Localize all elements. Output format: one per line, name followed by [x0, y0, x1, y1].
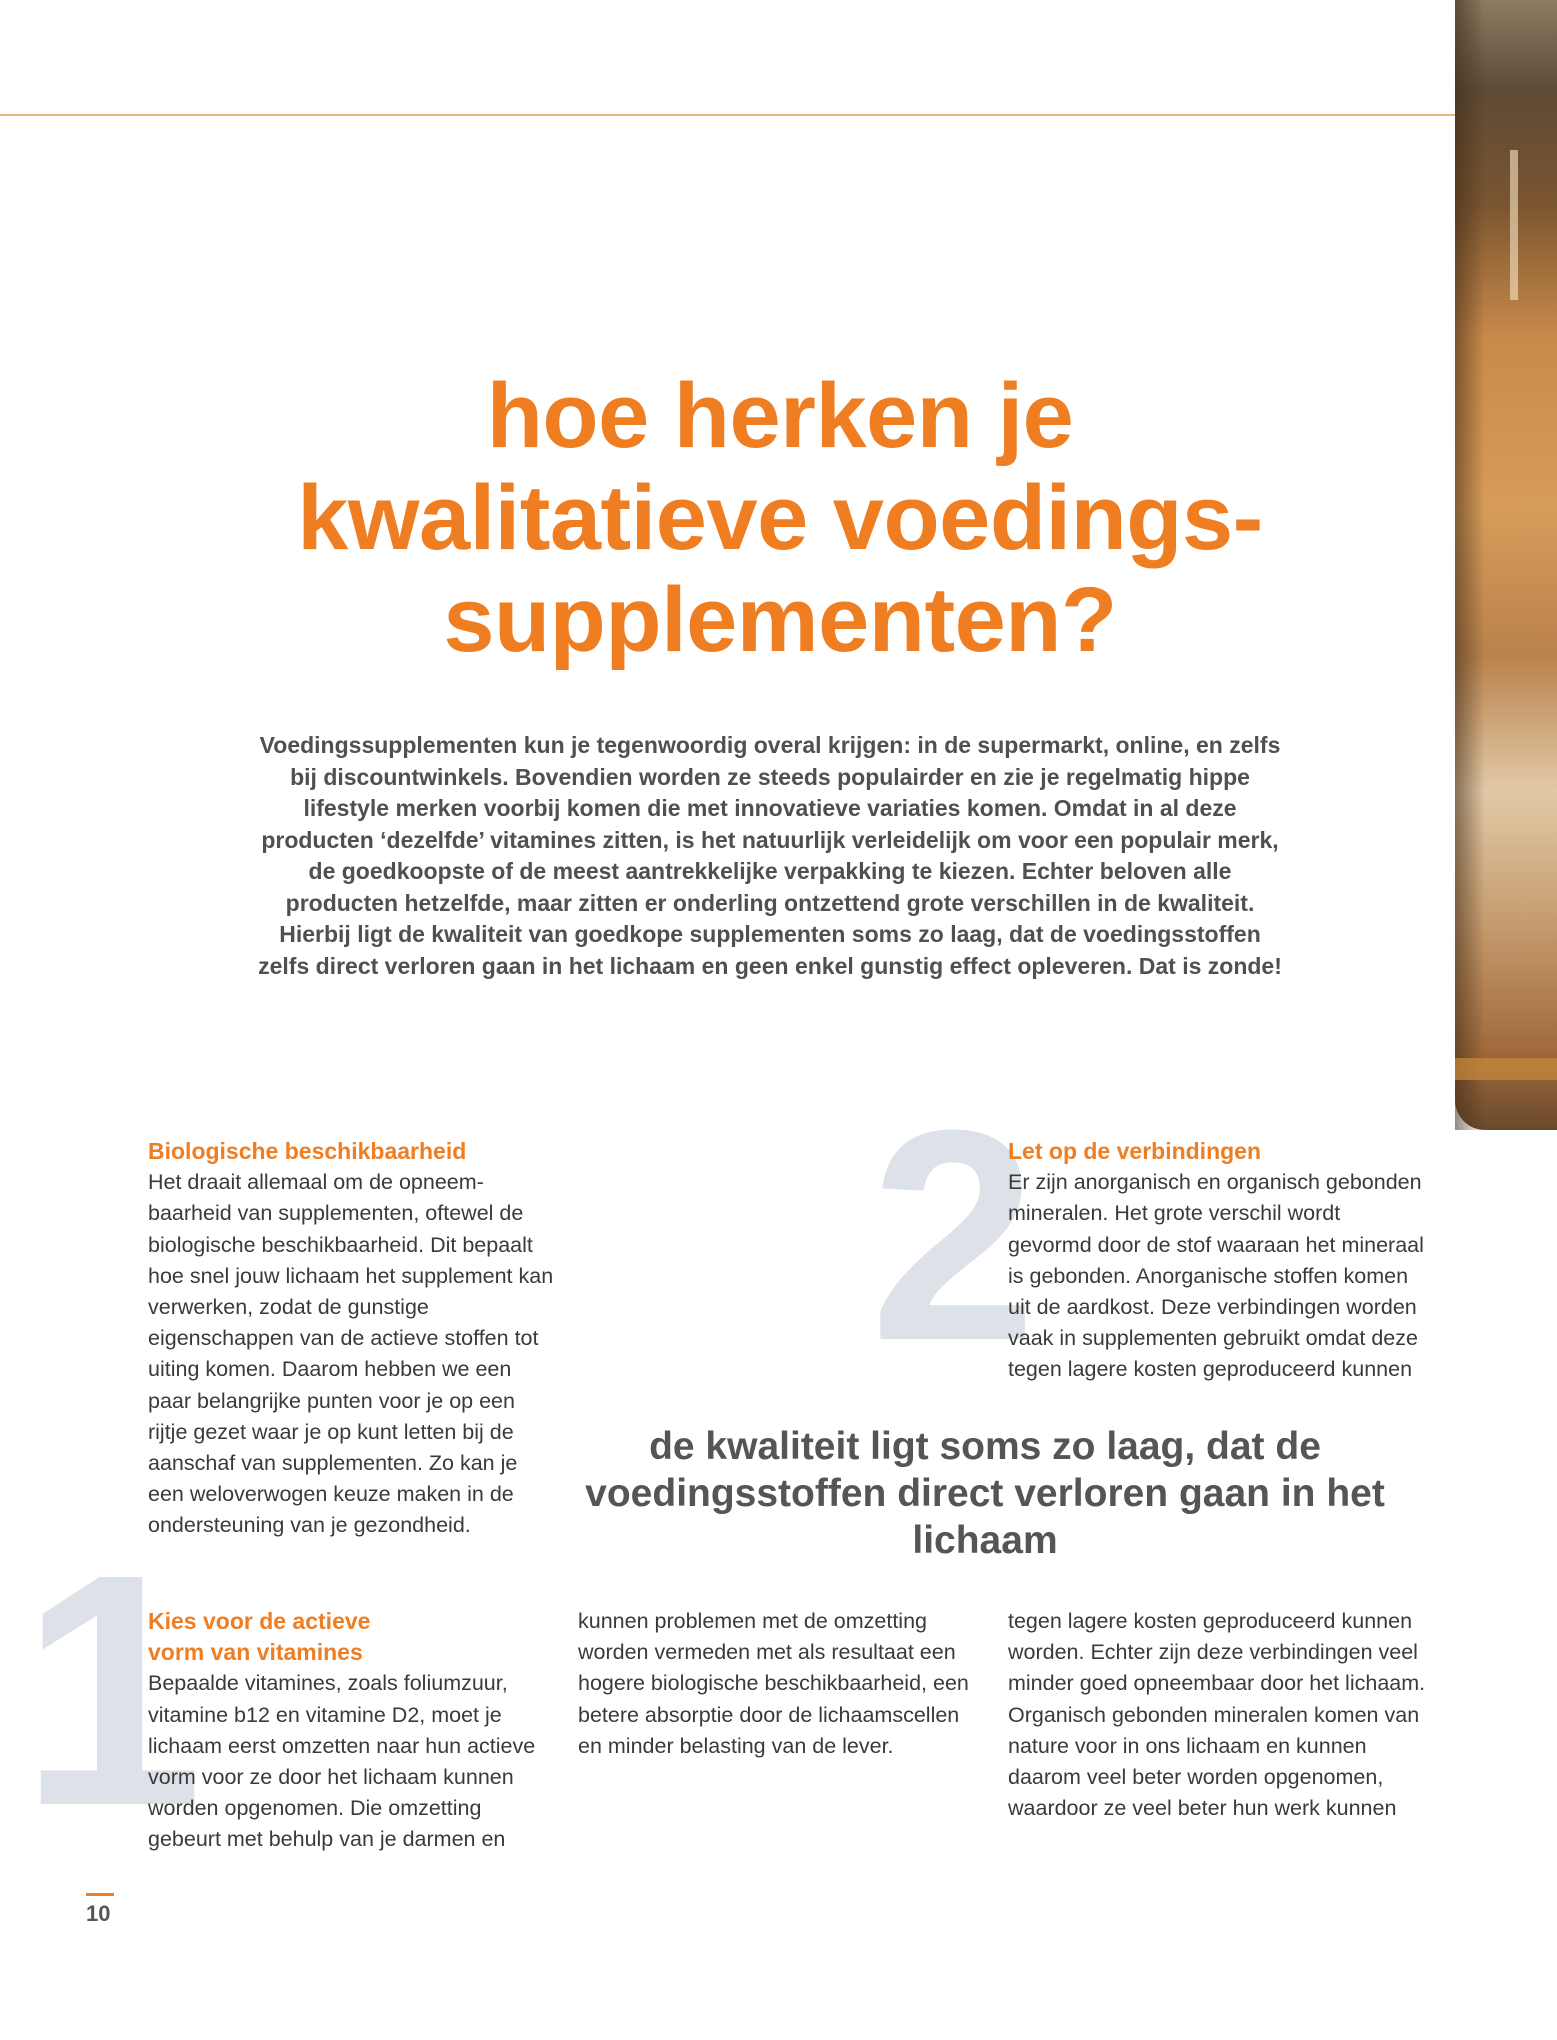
photo-light-beam: [1510, 150, 1518, 300]
section-bio-body: Het draait allemaal om de opneembaarheid van supplementen, oftewel de biologische beschikbaarheid. Dit bepaalt hoe snel jouw lichaam het supplement kan verwerken, zodat de gunstige eigenschappen van de actieve stoffen tot uiting komen. Daarom hebben we een paar belangrijke punten voor je op een rijtje gezet waar je op kunt letten bij de aanschaf van supplementen. Zo kan je een weloverwogen keuze maken in de ondersteuning van je gezondheid.: [148, 1170, 554, 1538]
page-number-mark: [86, 1893, 114, 1896]
section-1-body: Bepaalde vitamines, zoals foliumzuur, vitamine b12 en vitamine D2, moet je lichaam eerst omzetten naar hun actieve vorm voor ze door het lichaam kunnen worden opgenomen. Die omzetting gebeurt met behulp van je darmen en: [148, 1671, 536, 1852]
intro-paragraph: Voedingssupplementen kun je tegenwoordig overal krijgen: in de supermarkt, online, en zelfs bij discountwinkels. Bovendien worden ze steeds populairder en zie je regelmatig hippe lifestyle merken voorbij komen die met innovatieve variaties komen. Omdat in al deze producten ‘dezelfde’ vitamines zitten, is het natuurlijk verleidelijk om voor een populair merk, de goedkoopste of de meest aantrekkelijke verpakking te kiezen. Echter beloven alle producten hetzelfde, maar zitten er onderling ontzettend grote verschillen in de kwaliteit. Hierbij ligt de kwaliteit van goedkope supplementen soms zo laag, dat de voedingsstoffen zelfs direct verloren gaan in het lichaam en geen enkel gunstig effect opleveren. Dat is zonde!: [258, 732, 1282, 979]
photo-shelf: [1455, 1058, 1557, 1080]
photo-shadow: [1455, 0, 1485, 1130]
title-line-2: kwalitatieve voedings-: [297, 467, 1263, 569]
section-1-body-continued: kunnen problemen met de omzetting worden vermeden met als resultaat een hogere biologische beschikbaarheid, een betere absorptie door de lichaamscellen en minder belasting van de lever.: [578, 1609, 969, 1758]
section-number-1: 1: [20, 1505, 204, 1874]
section-bio: [148, 1136, 558, 1542]
section-2-body: Er zijn anorganisch en organisch gebonden mineralen. Het grote verschil wordt gevormd door de stof waaraan het mineraal is gebonden. Anorganische stoffen komen uit de aardkost. Deze verbindingen worden vaak in supplementen gebruikt omdat deze tegen lagere kosten geproduceerd kunnen: [1008, 1170, 1424, 1382]
section-1-body-part-b: [578, 1606, 986, 1762]
page-number: 10: [86, 1901, 111, 1926]
title-line-1: hoe herken je: [486, 365, 1074, 467]
top-rule: [0, 114, 1455, 116]
section-bio-heading: Biologische beschikbaarheid: [148, 1138, 467, 1164]
section-2-col-a: [1008, 1136, 1428, 1386]
background-photo: [1455, 0, 1557, 1130]
page-title: [180, 365, 1380, 671]
section-2-body-part-b: [1008, 1606, 1428, 1828]
section-2-col-b: [1008, 1606, 1428, 1828]
title-line-3: supplementen?: [443, 569, 1117, 671]
section-1-col-a: [148, 1606, 556, 1860]
pull-quote: de kwaliteit ligt soms zo laag, dat de voedingsstoffen direct verloren gaan in het lichaam: [585, 1425, 1385, 1562]
section-1-col-b: [578, 1606, 986, 1826]
section-2-heading: Let op de verbindingen: [1008, 1138, 1262, 1164]
section-number-2: 2: [870, 1067, 1037, 1403]
section-1-body-part-a: [148, 1668, 556, 1860]
section-2-body-continued: tegen lagere kosten geproduceerd kunnen worden. Echter zijn deze verbindingen veel minder goed opneembaar door het lichaam. Organisch gebonden mineralen komen van nature voor in ons lichaam en kunnen daarom veel beter worden opgenomen, waardoor ze veel beter hun werk kunnen: [1008, 1609, 1426, 1821]
section-1-heading: Kies voor de actieve vorm van vitamines: [148, 1608, 371, 1666]
